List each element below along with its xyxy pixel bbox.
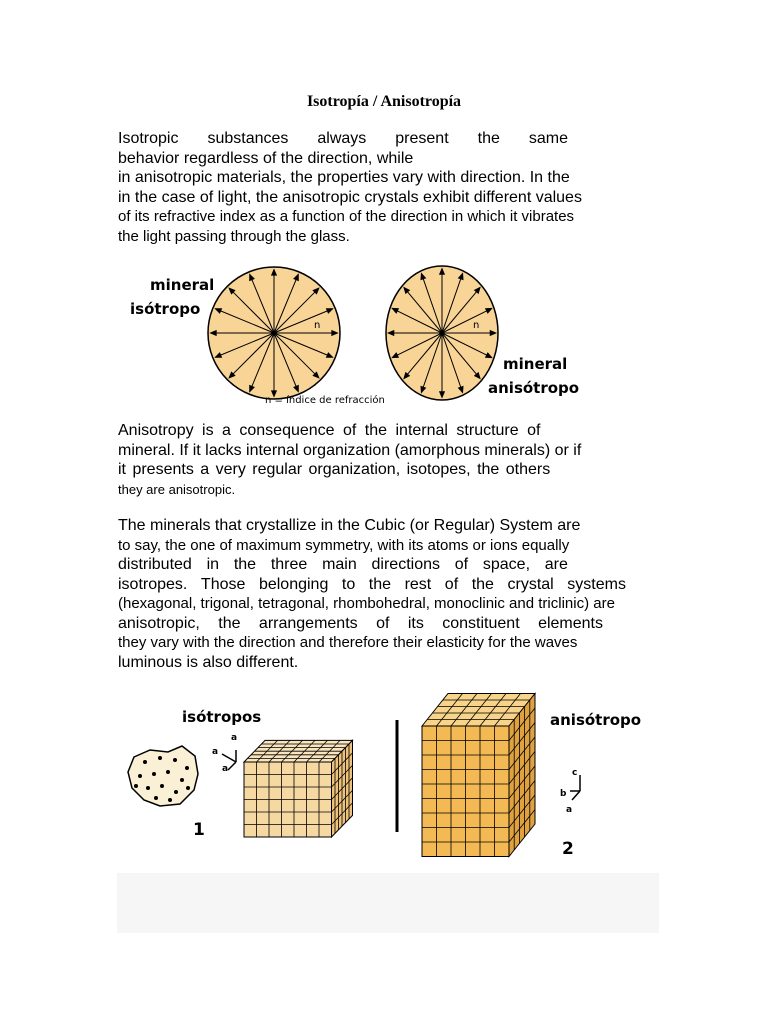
anisotropic-prism-lattice bbox=[422, 694, 535, 857]
word: the bbox=[233, 556, 257, 573]
word: crystal bbox=[507, 575, 554, 593]
text-line-justified bbox=[118, 614, 603, 634]
word: of bbox=[444, 575, 459, 593]
figure-number-2: 2 bbox=[562, 839, 574, 859]
n-label-isotropic: n bbox=[314, 320, 321, 331]
text-line-justified bbox=[118, 129, 568, 149]
atom-dot bbox=[166, 770, 170, 774]
anisotropic-indicatrix-ellipse bbox=[386, 266, 498, 400]
figure-number-1: 1 bbox=[193, 820, 205, 840]
isotropic-cubic-lattice bbox=[244, 740, 353, 837]
atom-dot bbox=[168, 798, 172, 802]
axes-anisotropic-icon bbox=[560, 768, 580, 815]
label-isotropic-plural: isótropos bbox=[182, 708, 262, 726]
page-title: Isotropía / Anisotropía bbox=[306, 93, 462, 110]
text-line: Anisotropy is a consequence of the internal structure of bbox=[118, 422, 541, 439]
atom-dot bbox=[180, 778, 184, 782]
word: present bbox=[395, 130, 449, 147]
atom-dot bbox=[173, 758, 177, 762]
isotropic-indicatrix-circle bbox=[208, 267, 340, 399]
text-line: luminous is also different. bbox=[118, 653, 299, 671]
refraction-index-figure bbox=[0, 255, 768, 415]
word: substances bbox=[207, 130, 289, 147]
atom-dot bbox=[146, 786, 150, 790]
word: anisotropic, bbox=[118, 614, 200, 632]
word: of bbox=[454, 556, 469, 573]
word: Isotropic bbox=[118, 130, 179, 147]
atom-dot bbox=[174, 790, 178, 794]
atom-dot bbox=[134, 784, 138, 788]
label-mineral-anisotropic-2: anisótropo bbox=[488, 379, 580, 397]
axis-label: a bbox=[222, 764, 229, 774]
word: space, bbox=[482, 556, 531, 573]
atom-dot bbox=[158, 756, 162, 760]
text-line: it presents a very regular organization, isotopes, the others bbox=[118, 461, 551, 478]
word: systems bbox=[567, 575, 626, 593]
label-mineral-anisotropic-1: mineral bbox=[503, 355, 568, 373]
word: directions bbox=[371, 556, 440, 573]
word: in bbox=[206, 556, 220, 573]
word: isotropes. bbox=[118, 575, 188, 593]
text-line: the light passing through the glass. bbox=[118, 227, 350, 245]
amorphous-mineral-blob bbox=[128, 746, 198, 806]
n-label-anisotropic: n bbox=[473, 320, 480, 331]
label-mineral-isotropic-1: mineral bbox=[150, 276, 215, 294]
embedded-blank-area bbox=[117, 873, 659, 933]
label-mineral-isotropic-2: isótropo bbox=[130, 300, 201, 318]
word: Those bbox=[200, 575, 246, 593]
paragraph-anisotropy-cause bbox=[118, 421, 644, 499]
word: the bbox=[368, 575, 392, 593]
atom-dot bbox=[152, 772, 156, 776]
word: to bbox=[341, 575, 356, 593]
word: distributed bbox=[118, 556, 192, 573]
text-line: in anisotropic materials, the properties vary with direction. In the bbox=[118, 169, 570, 186]
text-line: to say, the one of maximum symmetry, with its atoms or ions equally bbox=[118, 536, 570, 554]
text-line: they vary with the direction and therefore their elasticity for the waves bbox=[118, 634, 578, 651]
text-line: mineral. If it lacks internal organization (amorphous minerals) or if bbox=[118, 441, 582, 459]
text-line: behavior regardless of the direction, while bbox=[118, 149, 414, 167]
atom-dot bbox=[143, 760, 147, 764]
word: of bbox=[376, 614, 390, 632]
paragraph-crystal-systems bbox=[118, 516, 644, 672]
atom-dot bbox=[160, 784, 164, 788]
word: rest bbox=[404, 575, 432, 593]
word: arrangements bbox=[258, 614, 358, 632]
word: elements bbox=[538, 614, 603, 632]
atom-dot bbox=[186, 786, 190, 790]
text-line: they are anisotropic. bbox=[118, 481, 236, 497]
axis-label: a bbox=[566, 805, 573, 815]
axis-label: a bbox=[231, 733, 238, 743]
paragraph-isotropy-definition bbox=[118, 129, 644, 246]
word: the bbox=[471, 575, 494, 593]
crystal-structure-figure bbox=[0, 690, 768, 870]
word: always bbox=[317, 130, 367, 147]
axes-isotropic-icon bbox=[212, 733, 237, 774]
text-line: The minerals that crystallize in the Cubic (or Regular) System are bbox=[118, 517, 581, 534]
refraction-index-caption: n = índice de refracción bbox=[265, 395, 385, 406]
axis-label: a bbox=[212, 747, 219, 757]
atom-dot bbox=[154, 796, 158, 800]
text-line-justified bbox=[118, 575, 626, 595]
word: three bbox=[270, 556, 308, 573]
word: same bbox=[528, 130, 568, 147]
atom-dot bbox=[185, 766, 189, 770]
text-line-justified bbox=[118, 555, 568, 575]
word: the bbox=[218, 614, 241, 632]
text-line: (hexagonal, trigonal, tetragonal, rhombohedral, monoclinic and triclinic) are bbox=[118, 595, 615, 612]
axis-label: c bbox=[572, 768, 578, 778]
axis-label: b bbox=[560, 789, 567, 799]
word: constituent bbox=[442, 614, 520, 632]
text-line: in the case of light, the anisotropic crystals exhibit different values bbox=[118, 188, 582, 206]
atom-dot bbox=[138, 774, 142, 778]
word: its bbox=[407, 614, 424, 632]
word: are bbox=[544, 556, 568, 573]
label-anisotropic: anisótropo bbox=[550, 711, 642, 729]
word: main bbox=[322, 556, 357, 573]
word: the bbox=[477, 130, 500, 147]
word: belonging bbox=[258, 575, 329, 593]
text-line: of its refractive index as a function of the direction in which it vibrates bbox=[118, 208, 575, 225]
